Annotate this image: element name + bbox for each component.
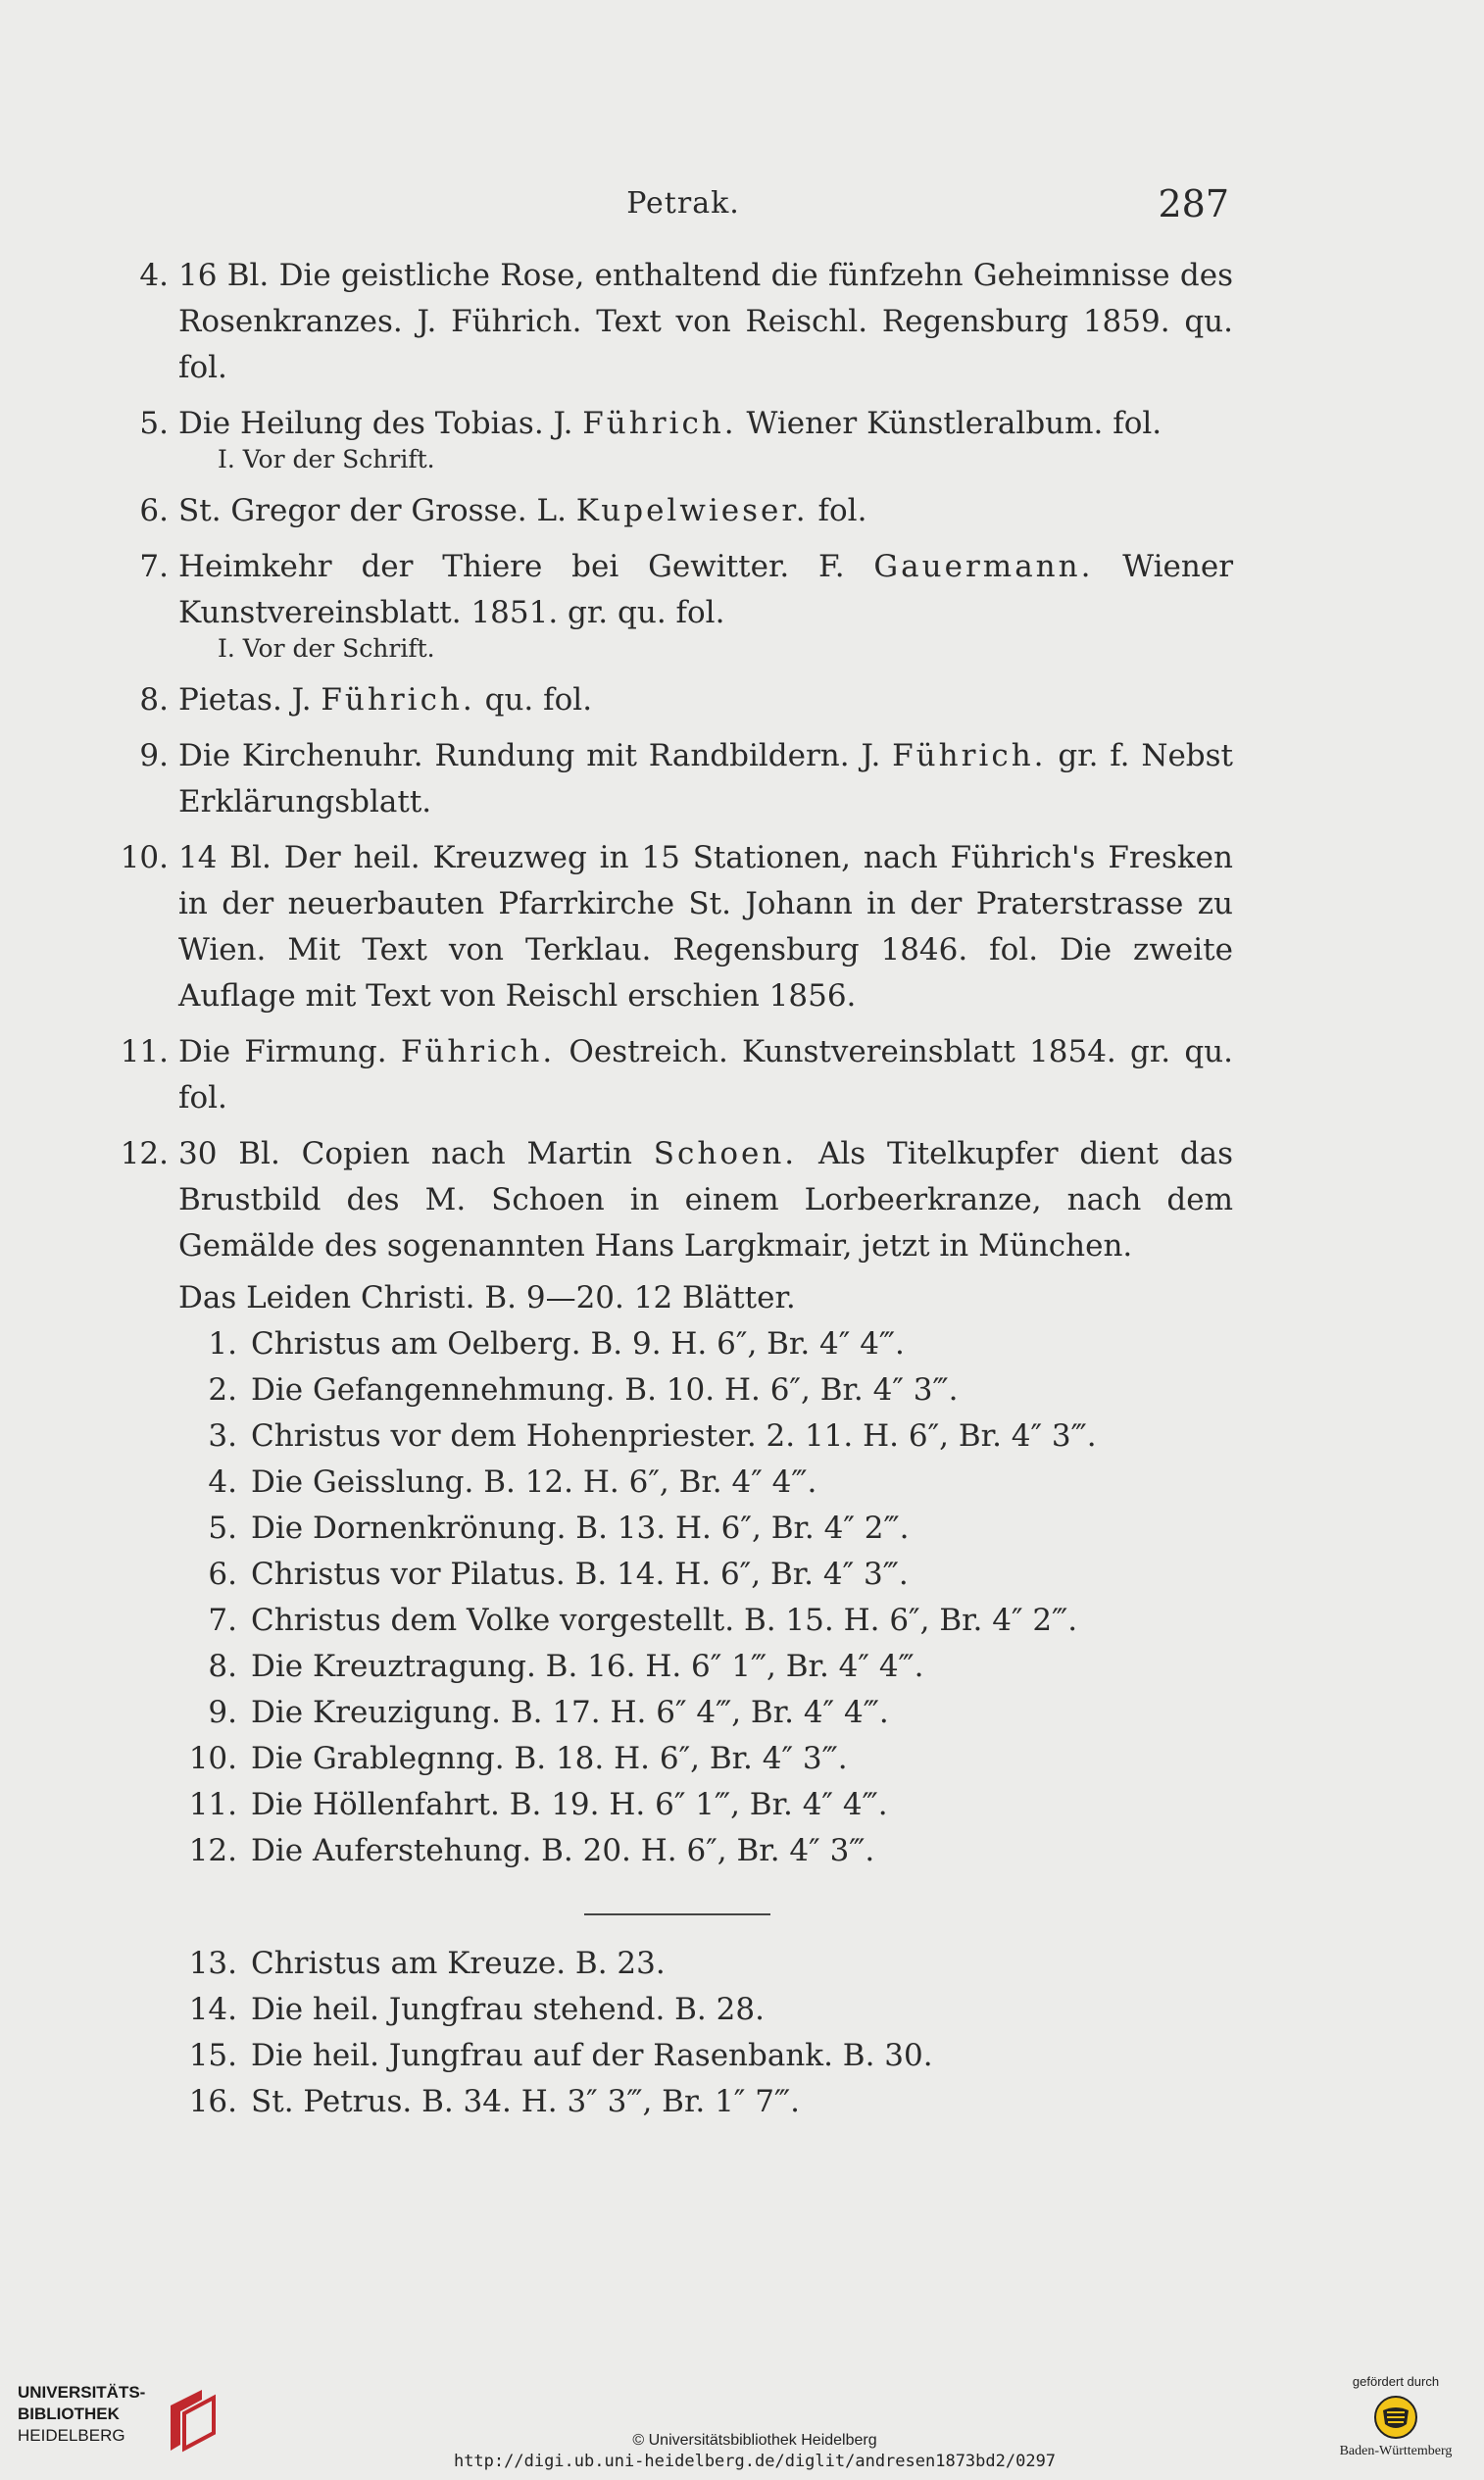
library-name-line: BIBLIOTHEK <box>18 2405 120 2423</box>
item-text: St. Petrus. B. 34. H. 3″ 3‴, Br. 1″ 7‴. <box>251 2084 800 2119</box>
entry-11 <box>120 1029 1233 1121</box>
item-number: 1. <box>208 1326 237 1362</box>
entry-note: I. Vor der Schrift. <box>218 445 435 473</box>
entry-number: 10. <box>120 840 169 875</box>
entry-12 <box>120 1131 1234 1269</box>
entry-number: 9. <box>139 738 169 773</box>
copyright-notice: © Universitätsbibliothek Heidelberg <box>632 2432 877 2449</box>
entry-text: Die Kirchenuhr. Rundung mit Randbildern. J. <box>178 738 893 773</box>
entry-number: 8. <box>139 682 169 718</box>
footer-credits <box>412 2431 1098 2472</box>
item-number: 9. <box>208 1695 237 1730</box>
entry-5 <box>125 401 1233 447</box>
list-item <box>125 1321 1233 1367</box>
item-text: Die Dornenkrönung. B. 13. H. 6″, Br. 4″ 2‴. <box>251 1511 910 1546</box>
item-text: Christus vor dem Hohenpriester. 2. 11. H. 6″, Br. 4″ 3‴. <box>251 1418 1097 1454</box>
entry-7 <box>125 544 1233 636</box>
artist-name: Führich. <box>582 406 737 441</box>
list-item <box>125 1736 1233 1782</box>
entry-text: gr. f. Nebst Erklärungsblatt. <box>178 738 1233 819</box>
item-text: Die Auferstehung. B. 20. H. 6″, Br. 4″ 3‴. <box>251 1833 875 1868</box>
item-text: Christus dem Volke vorgestellt. B. 15. H. 6″, Br. 4″ 2‴. <box>251 1603 1078 1638</box>
item-text: Die heil. Jungfrau auf der Rasenbank. B. 30. <box>251 2038 933 2073</box>
library-logo[interactable] <box>18 2382 233 2460</box>
item-number: 3. <box>208 1418 237 1454</box>
item-text: Die Kreuztragung. B. 16. H. 6″ 1‴, Br. 4″ 4‴. <box>251 1649 924 1684</box>
entry-number: 12. <box>120 1136 169 1171</box>
entry-number: 4. <box>139 258 169 293</box>
list-item <box>125 2033 1233 2079</box>
page-header <box>137 182 1229 233</box>
entry-text: Oestreich. Kunstvereinsblatt 1854. gr. qu. fol. <box>178 1034 1233 1116</box>
entry-text: Die Firmung. <box>178 1034 401 1069</box>
artist-name: Führich. <box>892 738 1047 773</box>
catalogue-text <box>120 253 1234 2125</box>
list-item <box>125 1782 1233 1828</box>
list-item <box>125 1598 1233 1644</box>
library-name-line: UNIVERSITÄTS- <box>18 2383 146 2402</box>
item-number: 12. <box>188 1833 237 1868</box>
entry-text: fol. <box>808 493 867 528</box>
entry-number: 11. <box>120 1034 169 1069</box>
list-item <box>125 1987 1233 2033</box>
funding-badge <box>1327 2374 1464 2459</box>
entry-10 <box>120 835 1233 1019</box>
list-item <box>125 1414 1233 1460</box>
item-number: 13. <box>188 1946 237 1981</box>
entry-text: Wiener Kunstvereinsblatt. 1851. gr. qu. fol. <box>178 549 1234 630</box>
list-item <box>125 1828 1233 1874</box>
item-text: Die Grablegnng. B. 18. H. 6″, Br. 4″ 3‴. <box>251 1741 848 1776</box>
funded-by-label: gefördert durch <box>1352 2374 1440 2389</box>
list-item <box>125 1552 1233 1598</box>
artist-name: Führich. <box>400 1034 556 1069</box>
library-name-line: HEIDELBERG <box>18 2426 125 2445</box>
artist-name: Schoen. <box>653 1136 798 1171</box>
library-logo-icon <box>163 2386 222 2455</box>
list-item <box>125 1506 1233 1552</box>
item-number: 16. <box>188 2084 237 2119</box>
entry-text: Als Titelkupfer dient das Brustbild des M. Schoen in einem Lorbeerkranze, nach dem Gemälde des sogenannten Hans Largkmair, jetzt in München. <box>178 1136 1234 1264</box>
item-text: Christus vor Pilatus. B. 14. H. 6″, Br. 4″ 3‴. <box>251 1557 909 1592</box>
page-number: 287 <box>1158 182 1229 225</box>
entry-8 <box>125 677 1233 723</box>
passion-heading: Das Leiden Christi. B. 9—20. 12 Blätter. <box>178 1280 796 1315</box>
entry-note: I. Vor der Schrift. <box>218 634 435 663</box>
item-number: 15. <box>188 2038 237 2073</box>
entry-4 <box>125 253 1233 391</box>
passion-list <box>125 1321 1233 1874</box>
entry-text: Wiener Künstleralbum. fol. <box>736 406 1162 441</box>
list-item <box>125 1941 1233 1987</box>
entry-text: Die Heilung des Tobias. J. <box>178 406 573 441</box>
item-text: Die Gefangennehmung. B. 10. H. 6″, Br. 4″ 3‴. <box>251 1372 959 1408</box>
item-text: Christus am Oelberg. B. 9. H. 6″, Br. 4″ 4‴. <box>251 1326 905 1362</box>
item-number: 11. <box>188 1787 237 1822</box>
section-divider <box>584 1913 770 1915</box>
list-item <box>125 1460 1233 1506</box>
list-item <box>125 2079 1233 2125</box>
entry-text: St. Gregor der Grosse. L. <box>178 493 576 528</box>
item-number: 10. <box>188 1741 237 1776</box>
entry-text: 14 Bl. Der heil. Kreuzweg in 15 Stationen, nach Führich's Fresken in der neuerbauten Pfarrkirche St. Johann in der Praterstrasse zu Wien. Mit Text von Terklau. Regensburg 1846. fol. Die zweite Auflage mit Text von Reischl erschien 1856. <box>178 840 1233 1014</box>
artist-name: Gauermann. <box>873 549 1094 584</box>
item-number: 7. <box>208 1603 237 1638</box>
item-text: Die Kreuzigung. B. 17. H. 6″ 4‴, Br. 4″ 4‴. <box>251 1695 889 1730</box>
running-head: Petrak. <box>626 186 740 221</box>
item-number: 2. <box>208 1372 237 1408</box>
item-number: 6. <box>208 1557 237 1592</box>
permalink[interactable]: http://digi.ub.uni-heidelberg.de/diglit/andresen1873bd2/0297 <box>453 2452 1057 2471</box>
entry-text: 30 Bl. Copien nach Martin <box>178 1136 654 1171</box>
entry-text: qu. fol. <box>474 682 593 718</box>
entry-number: 7. <box>139 549 169 584</box>
list-item <box>125 1644 1233 1690</box>
list-item <box>125 1367 1233 1414</box>
item-text: Christus am Kreuze. B. 23. <box>251 1946 666 1981</box>
item-number: 14. <box>188 1992 237 2027</box>
entry-text: Pietas. J. <box>178 682 322 718</box>
entry-9 <box>125 733 1233 825</box>
entry-6 <box>125 488 1233 534</box>
item-text: Die Höllenfahrt. B. 19. H. 6″ 1‴, Br. 4″ 4‴. <box>251 1787 888 1822</box>
entry-text: Heimkehr der Thiere bei Gewitter. F. <box>178 549 874 584</box>
item-number: 4. <box>208 1464 237 1500</box>
entry-text: 16 Bl. Die geistliche Rose, enthaltend die fünfzehn Geheimnisse des Rosenkranzes. J. Führich. Text von Reischl. Regensburg 1859. qu. fol. <box>178 258 1233 385</box>
item-number: 8. <box>208 1649 237 1684</box>
more-items-list <box>125 1941 1233 2125</box>
list-item <box>125 1690 1233 1736</box>
entry-number: 5. <box>139 406 169 441</box>
item-text: Die Geisslung. B. 12. H. 6″, Br. 4″ 4‴. <box>251 1464 817 1500</box>
item-text: Die heil. Jungfrau stehend. B. 28. <box>251 1992 765 2027</box>
state-crest-icon <box>1373 2395 1418 2440</box>
entry-number: 6. <box>139 493 169 528</box>
state-name: Baden-Württemberg <box>1339 2444 1453 2458</box>
artist-name: Führich. <box>321 682 475 718</box>
item-number: 5. <box>208 1511 237 1546</box>
artist-name: Kupelwieser. <box>575 493 809 528</box>
